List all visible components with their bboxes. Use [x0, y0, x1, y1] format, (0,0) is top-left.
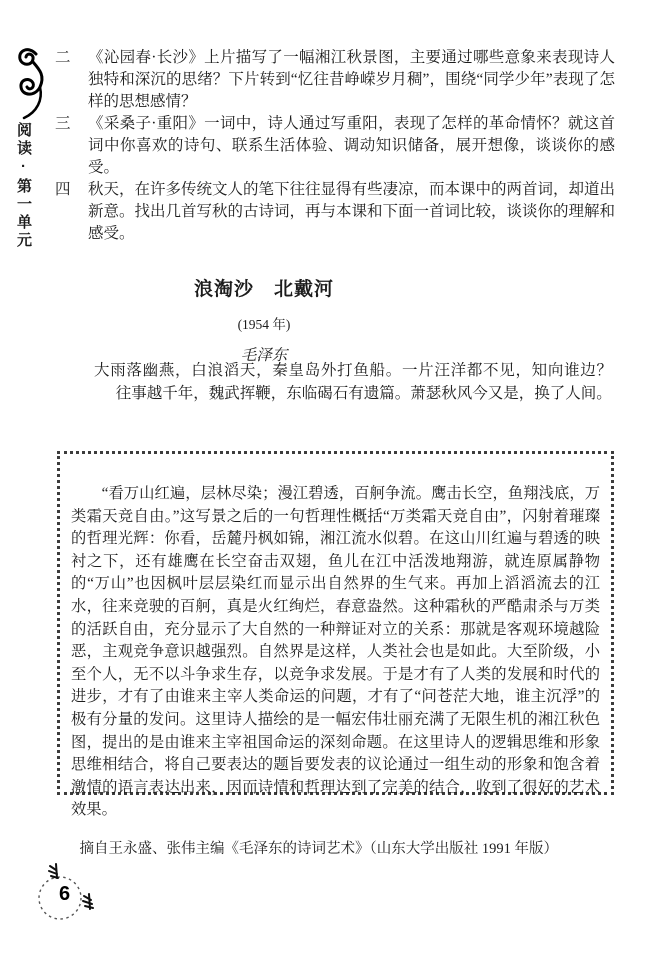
- poem-stanza-2: 往事越千年，魏武挥鞭，东临碣石有遗篇。萧瑟秋风今又是，换了人间。: [115, 384, 612, 402]
- question-item-2: [55, 47, 615, 113]
- question-text: 《沁园春·长沙》上片描写了一幅湘江秋景图，主要通过哪些意象来表现诗人独特和深沉的思绪？下片转到“忆往昔峥嵘岁月稠”，围绕“同学少年”表现了怎样的思想感情？: [88, 49, 615, 110]
- poem-year: (1954 年): [237, 317, 291, 332]
- poem-header: [0, 274, 528, 365]
- page-number: 6: [59, 883, 71, 905]
- question-list: [55, 47, 615, 245]
- poem-body: [63, 360, 612, 405]
- poem-stanza-1: 大雨落幽燕，白浪滔天，秦皇岛外打鱼船。一片汪洋都不见，知向谁边？: [94, 362, 612, 379]
- poem-title: 浪淘沙 北戴河: [193, 279, 334, 300]
- question-item-3: [55, 113, 615, 179]
- unit-label: 阅读·第一单元: [15, 122, 32, 250]
- flourish-ornament-icon: [12, 44, 56, 124]
- question-number: 二: [55, 49, 71, 66]
- question-item-4: [55, 179, 615, 245]
- commentary-text: “看万山红遍，层林尽染；漫江碧透，百舸争流。鹰击长空，鱼翔浅底，万类霜天竞自由。”这写景之后的一句哲理性概括“万类霜天竞自由”，闪射着璀璨的哲理光辉：你看，岳麓丹枫如锦，湘江流水似碧。在这山川红遍与碧透的映衬之下，还有雄鹰在长空奋击双翅，鱼儿在江中活泼地翔游，就连原属静物的“万山”也因枫叶层层染红而显示出自然界的生气来。再加上滔滔流去的江水，往来竞驶的百舸，真是火红绚烂，春意盎然。这种霜秋的严酷肃杀与万类的活跃自由，充分显示了大自然的一种辩证对立的关系：那就是客观环境越险恶，主观竞争意识越强烈。自然界是这样，人类社会也是如此。大至阶级，小至个人，无不以斗争求生存，以竞争求发展。于是才有了人类的发展和时代的进步，才有了由谁来主宰人类命运的问题，才有了“问苍茫大地，谁主沉浮”的极有分量的发问。这里诗人描绘的是一幅宏伟壮丽充满了无限生机的湘江秋色图，提出的是由谁来主宰祖国命运的深刻命题。在这里诗人的逻辑思维和形象思维相结合，将自己要表达的题旨要发表的议论通过一组生动的形象和饱含着激情的语言表达出来，因而诗情和哲理达到了完美的结合，收到了很好的艺术效果。: [71, 485, 600, 819]
- commentary-box: [57, 451, 614, 857]
- question-number: 三: [55, 115, 71, 132]
- question-text: 《采桑子·重阳》一词中，诗人通过写重阳，表现了怎样的革命情怀？就这首词中你喜欢的诗句、联系生活体验、调动知识储备，展开想像，谈谈你的感受。: [88, 115, 615, 176]
- question-number: 四: [55, 181, 71, 198]
- page-number-emblem: [28, 860, 108, 926]
- poem-author: 毛泽东: [240, 347, 288, 364]
- question-text: 秋天，在许多传统文人的笔下往往显得有些凄凉，而本课中的两首词，却道出新意。找出几首写秋的古诗词，再与本课和下面一首词比较，谈谈你的理解和感受。: [88, 181, 616, 242]
- commentary-attribution: 摘自王永盛、张伟主编《毛泽东的诗词艺术》（山东大学出版社 1991 年版）: [79, 840, 558, 857]
